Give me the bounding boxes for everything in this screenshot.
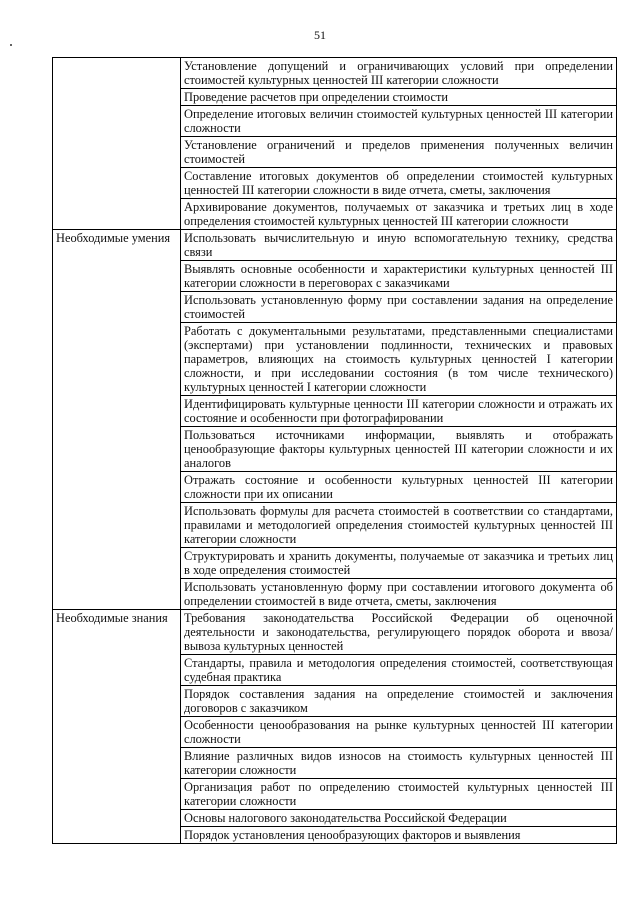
table-row [53,58,617,89]
table-cell: Установление допущений и ограничивающих условий при определении стоимостей культурных ценностей III категории сложности [181,58,617,89]
table-cell: Порядок установления ценообразующих факторов и выявления [181,827,617,844]
table-cell: Организация работ по определению стоимостей культурных ценностей III категории сложности [181,779,617,810]
table-cell: Использовать формулы для расчета стоимостей в соответствии со стандартами, правилами и методологией определения стоимостей культурных ценностей III категории сложности [181,503,617,548]
table-cell: Архивирование документов, получаемых от заказчика и третьих лиц в ходе определения стоимостей культурных ценностей III категории сложности [181,199,617,230]
table-row [53,610,617,655]
table-cell: Основы налогового законодательства Российской Федерации [181,810,617,827]
table-cell: Пользоваться источниками информации, выявлять и отображать ценообразующие факторы культурных ценностей III категории сложности и их аналогов [181,427,617,472]
table-cell: Проведение расчетов при определении стоимости [181,89,617,106]
table-row [53,230,617,261]
table-cell: Структурировать и хранить документы, получаемые от заказчика и третьих лиц в ходе определения стоимостей [181,548,617,579]
table-cell: Использовать установленную форму при составлении задания на определение стоимостей [181,292,617,323]
table-cell: Использовать установленную форму при составлении итогового документа об определении стоимостей в виде отчета, сметы, заключения [181,579,617,610]
table-cell: Выявлять основные особенности и характеристики культурных ценностей III категории сложности в переговорах с заказчиками [181,261,617,292]
table-cell: Требования законодательства Российской Федерации об оценочной деятельности и законодательства, регулирующего порядок оборота и ввоза/вывоза культурных ценностей [181,610,617,655]
competency-table [52,57,617,844]
margin-mark [10,44,12,46]
table-cell: Особенности ценообразования на рынке культурных ценностей III категории сложности [181,717,617,748]
table-cell: Использовать вычислительную и иную вспомогательную технику, средства связи [181,230,617,261]
table-cell: Порядок составления задания на определение стоимостей и заключения договоров с заказчиком [181,686,617,717]
table-cell: Установление ограничений и пределов применения полученных величин стоимостей [181,137,617,168]
table-cell: Определение итоговых величин стоимостей культурных ценностей III категории сложности [181,106,617,137]
section-label [53,58,181,230]
section-label: Необходимые умения [53,230,181,610]
table-cell: Стандарты, правила и методология определения стоимостей, соответствующая судебная практика [181,655,617,686]
table-cell: Отражать состояние и особенности культурных ценностей III категории сложности при их описании [181,472,617,503]
table-cell: Влияние различных видов износов на стоимость культурных ценностей III категории сложности [181,748,617,779]
page-number: 51 [314,28,326,42]
table-cell: Составление итоговых документов об определении стоимостей культурных ценностей III категории сложности в виде отчета, сметы, заключения [181,168,617,199]
table-cell: Работать с документальными результатами, представленными специалистами (экспертами) при установлении подлинности, технических и правовых параметров, влияющих на стоимость культурных ценностей I категории сложности, и при исследовании состояния (в том числе технического) культурных ценностей I категории сложности [181,323,617,396]
section-label: Необходимые знания [53,610,181,844]
table-cell: Идентифицировать культурные ценности III категории сложности и отражать их состояние и особенности при фотографировании [181,396,617,427]
